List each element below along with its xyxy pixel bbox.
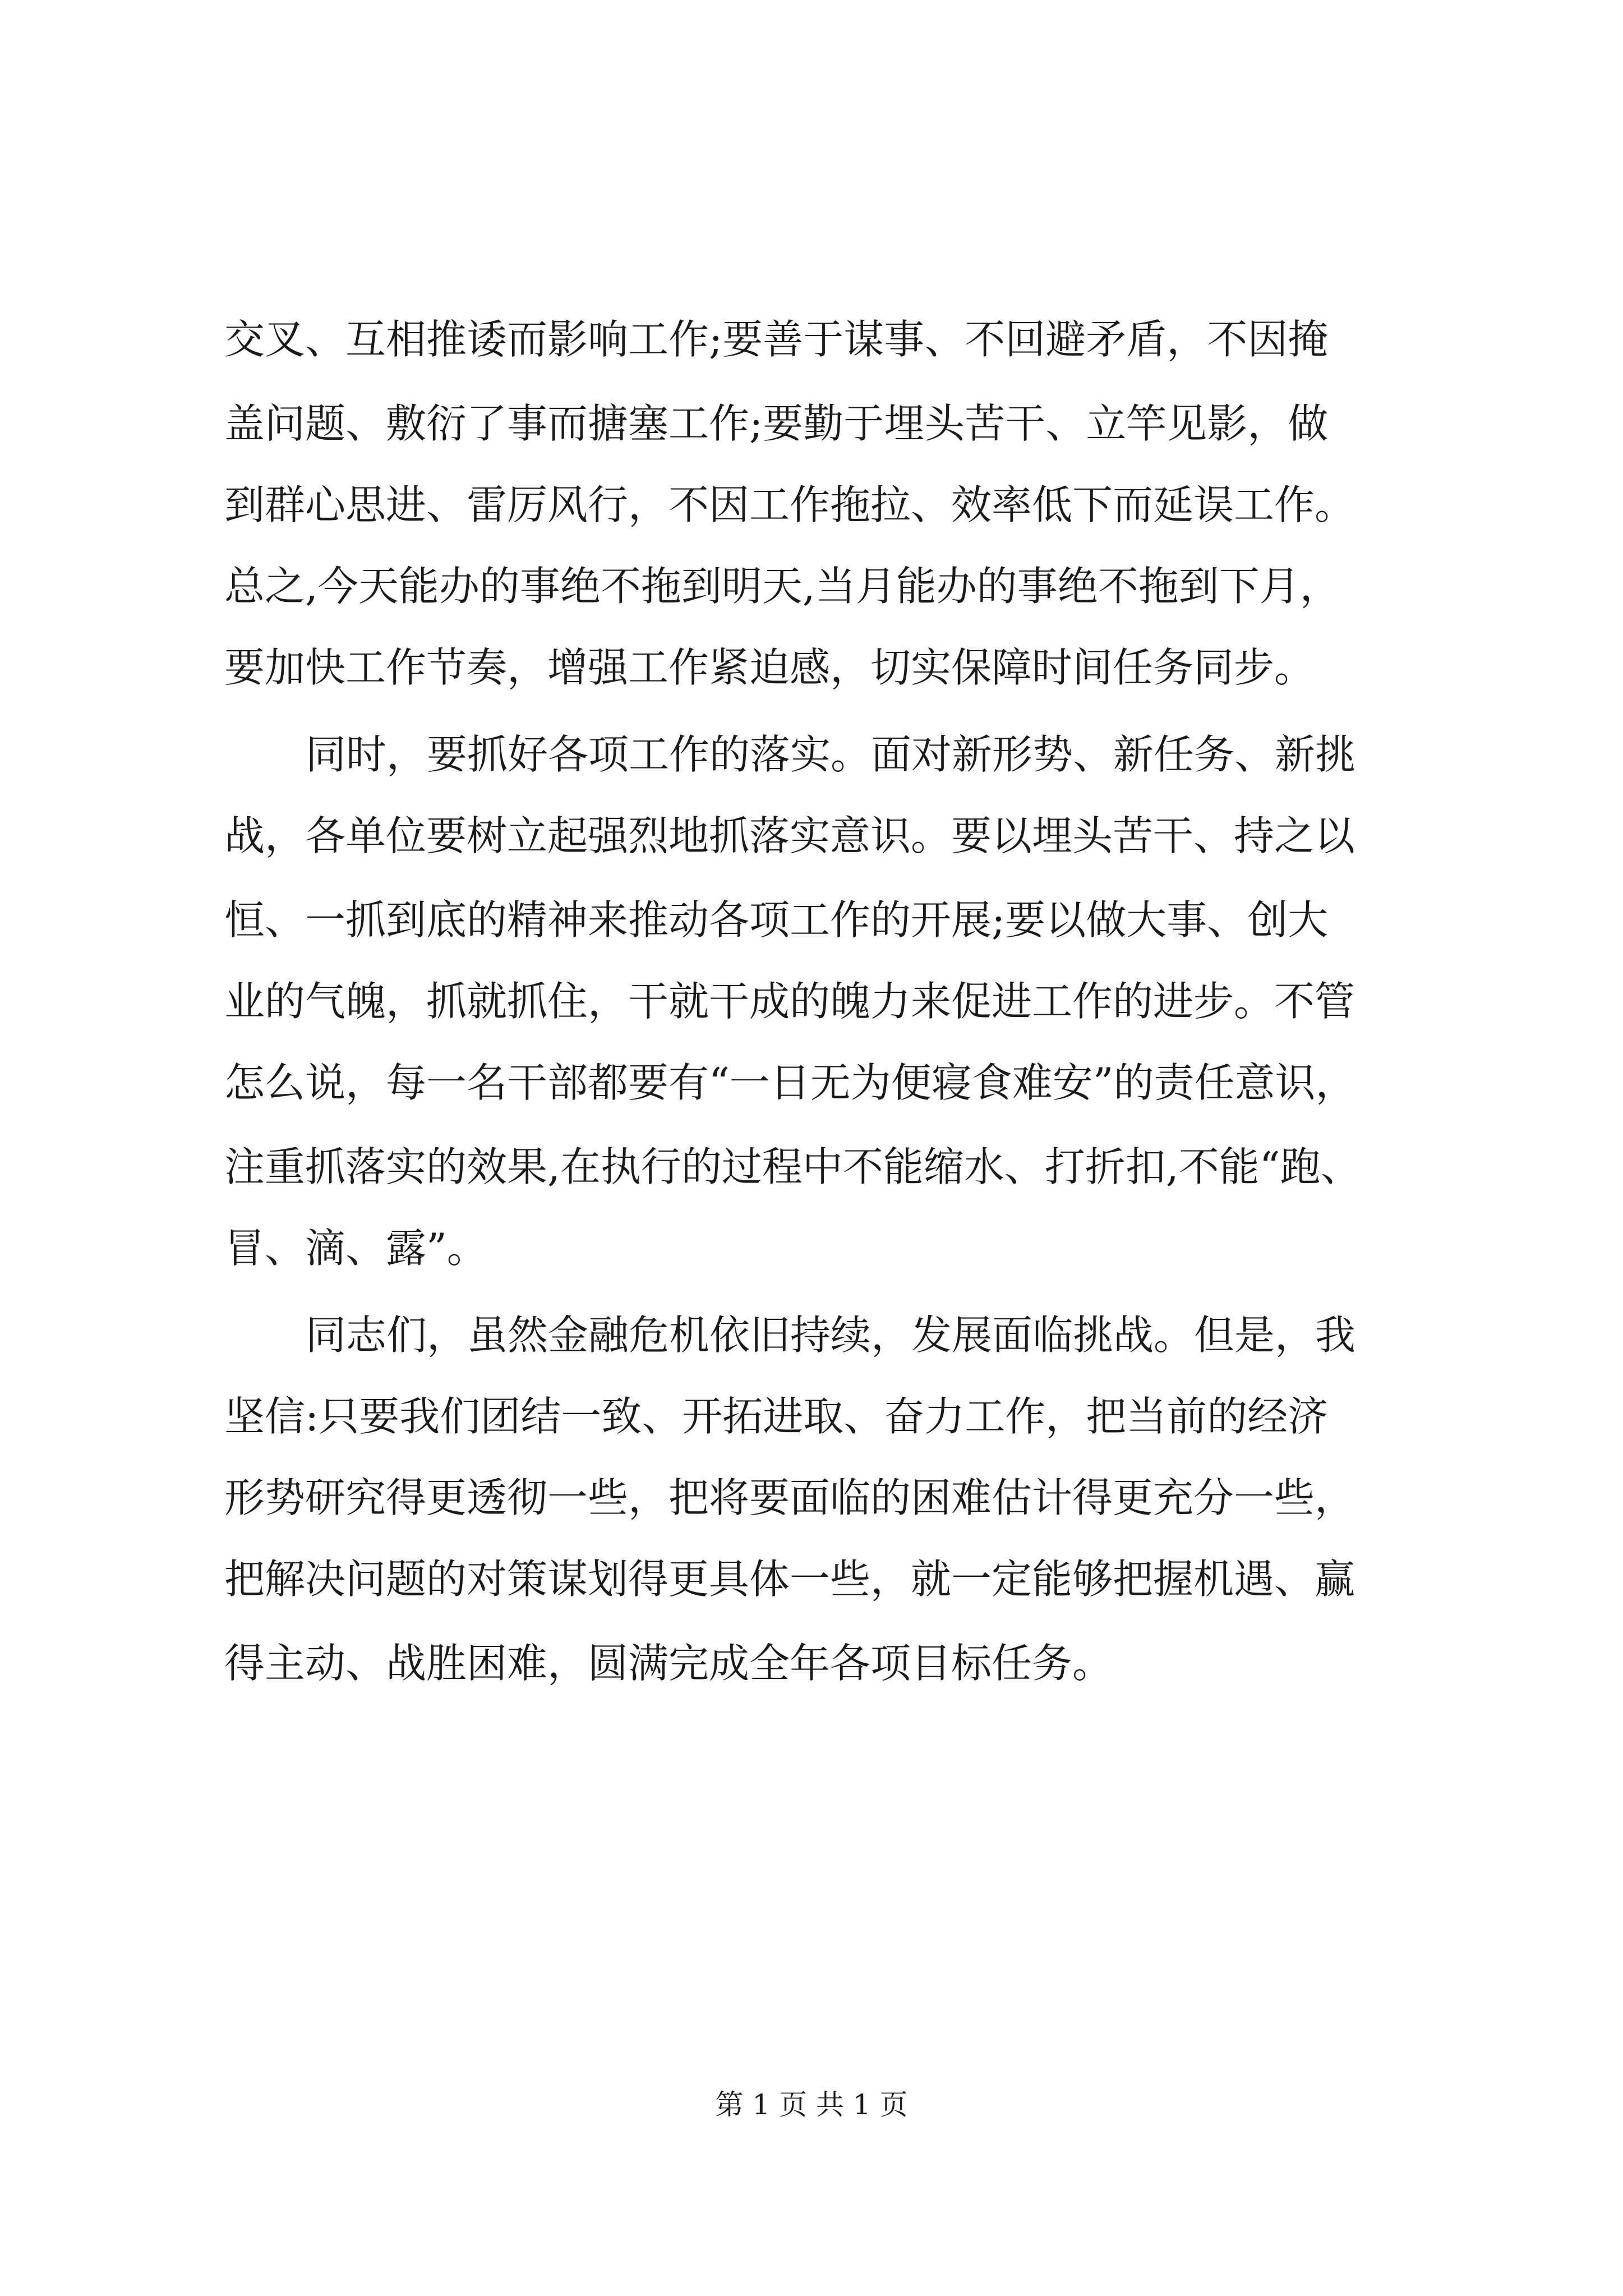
text-line: 把解决问题的对策谋划得更具体一些，就一定能够把握机遇、赢 <box>224 1556 1355 1603</box>
text-line: 盖问题、敷衍了事而搪塞工作;要勤于埋头苦干、立竿见影，做 <box>224 400 1329 447</box>
text-line: 交叉、互相推诿而影响工作;要善于谋事、不回避矛盾，不因掩 <box>224 316 1329 363</box>
text-line: 战，各单位要树立起强烈地抓落实意识。要以埋头苦干、持之以 <box>224 812 1355 859</box>
text-line: 到群心思进、雷厉风行，不因工作拖拉、效率低下而延误工作。 <box>224 481 1355 528</box>
text-line: 注重抓落实的效果,在执行的过程中不能缩水、打折扣,不能“跑、 <box>224 1143 1361 1190</box>
text-line: 得主动、战胜困难，圆满完成全年各项目标任务。 <box>224 1640 1113 1687</box>
paragraph-first-line: 同志们，虽然金融危机依旧持续，发展面临挑战。但是，我 <box>306 1312 1356 1359</box>
text-line: 怎么说，每一名干部都要有“一日无为便寝食难安”的责任意识， <box>224 1059 1356 1106</box>
paragraph-first-line: 同时，要抓好各项工作的落实。面对新形势、新任务、新挑 <box>306 731 1356 778</box>
text-line: 形势研究得更透彻一些，把将要面临的困难估计得更充分一些， <box>224 1474 1355 1521</box>
text-line: 总之,今天能办的事绝不拖到明天,当月能办的事绝不拖到下月， <box>224 563 1340 610</box>
text-line: 业的气魄，抓就抓住，干就干成的魄力来促进工作的进步。不管 <box>224 978 1355 1025</box>
text-line: 坚信:只要我们团结一致、开拓进取、奋力工作，把当前的经济 <box>224 1393 1329 1440</box>
page-number-footer: 第 1 页 共 1 页 <box>715 2088 908 2121</box>
text-line: 要加快工作节奏，增强工作紧迫感，切实保障时间任务同步。 <box>224 644 1315 691</box>
text-line: 恒、一抓到底的精神来推动各项工作的开展;要以做大事、创大 <box>224 896 1329 944</box>
text-line: 冒、滴、露”。 <box>224 1225 487 1272</box>
